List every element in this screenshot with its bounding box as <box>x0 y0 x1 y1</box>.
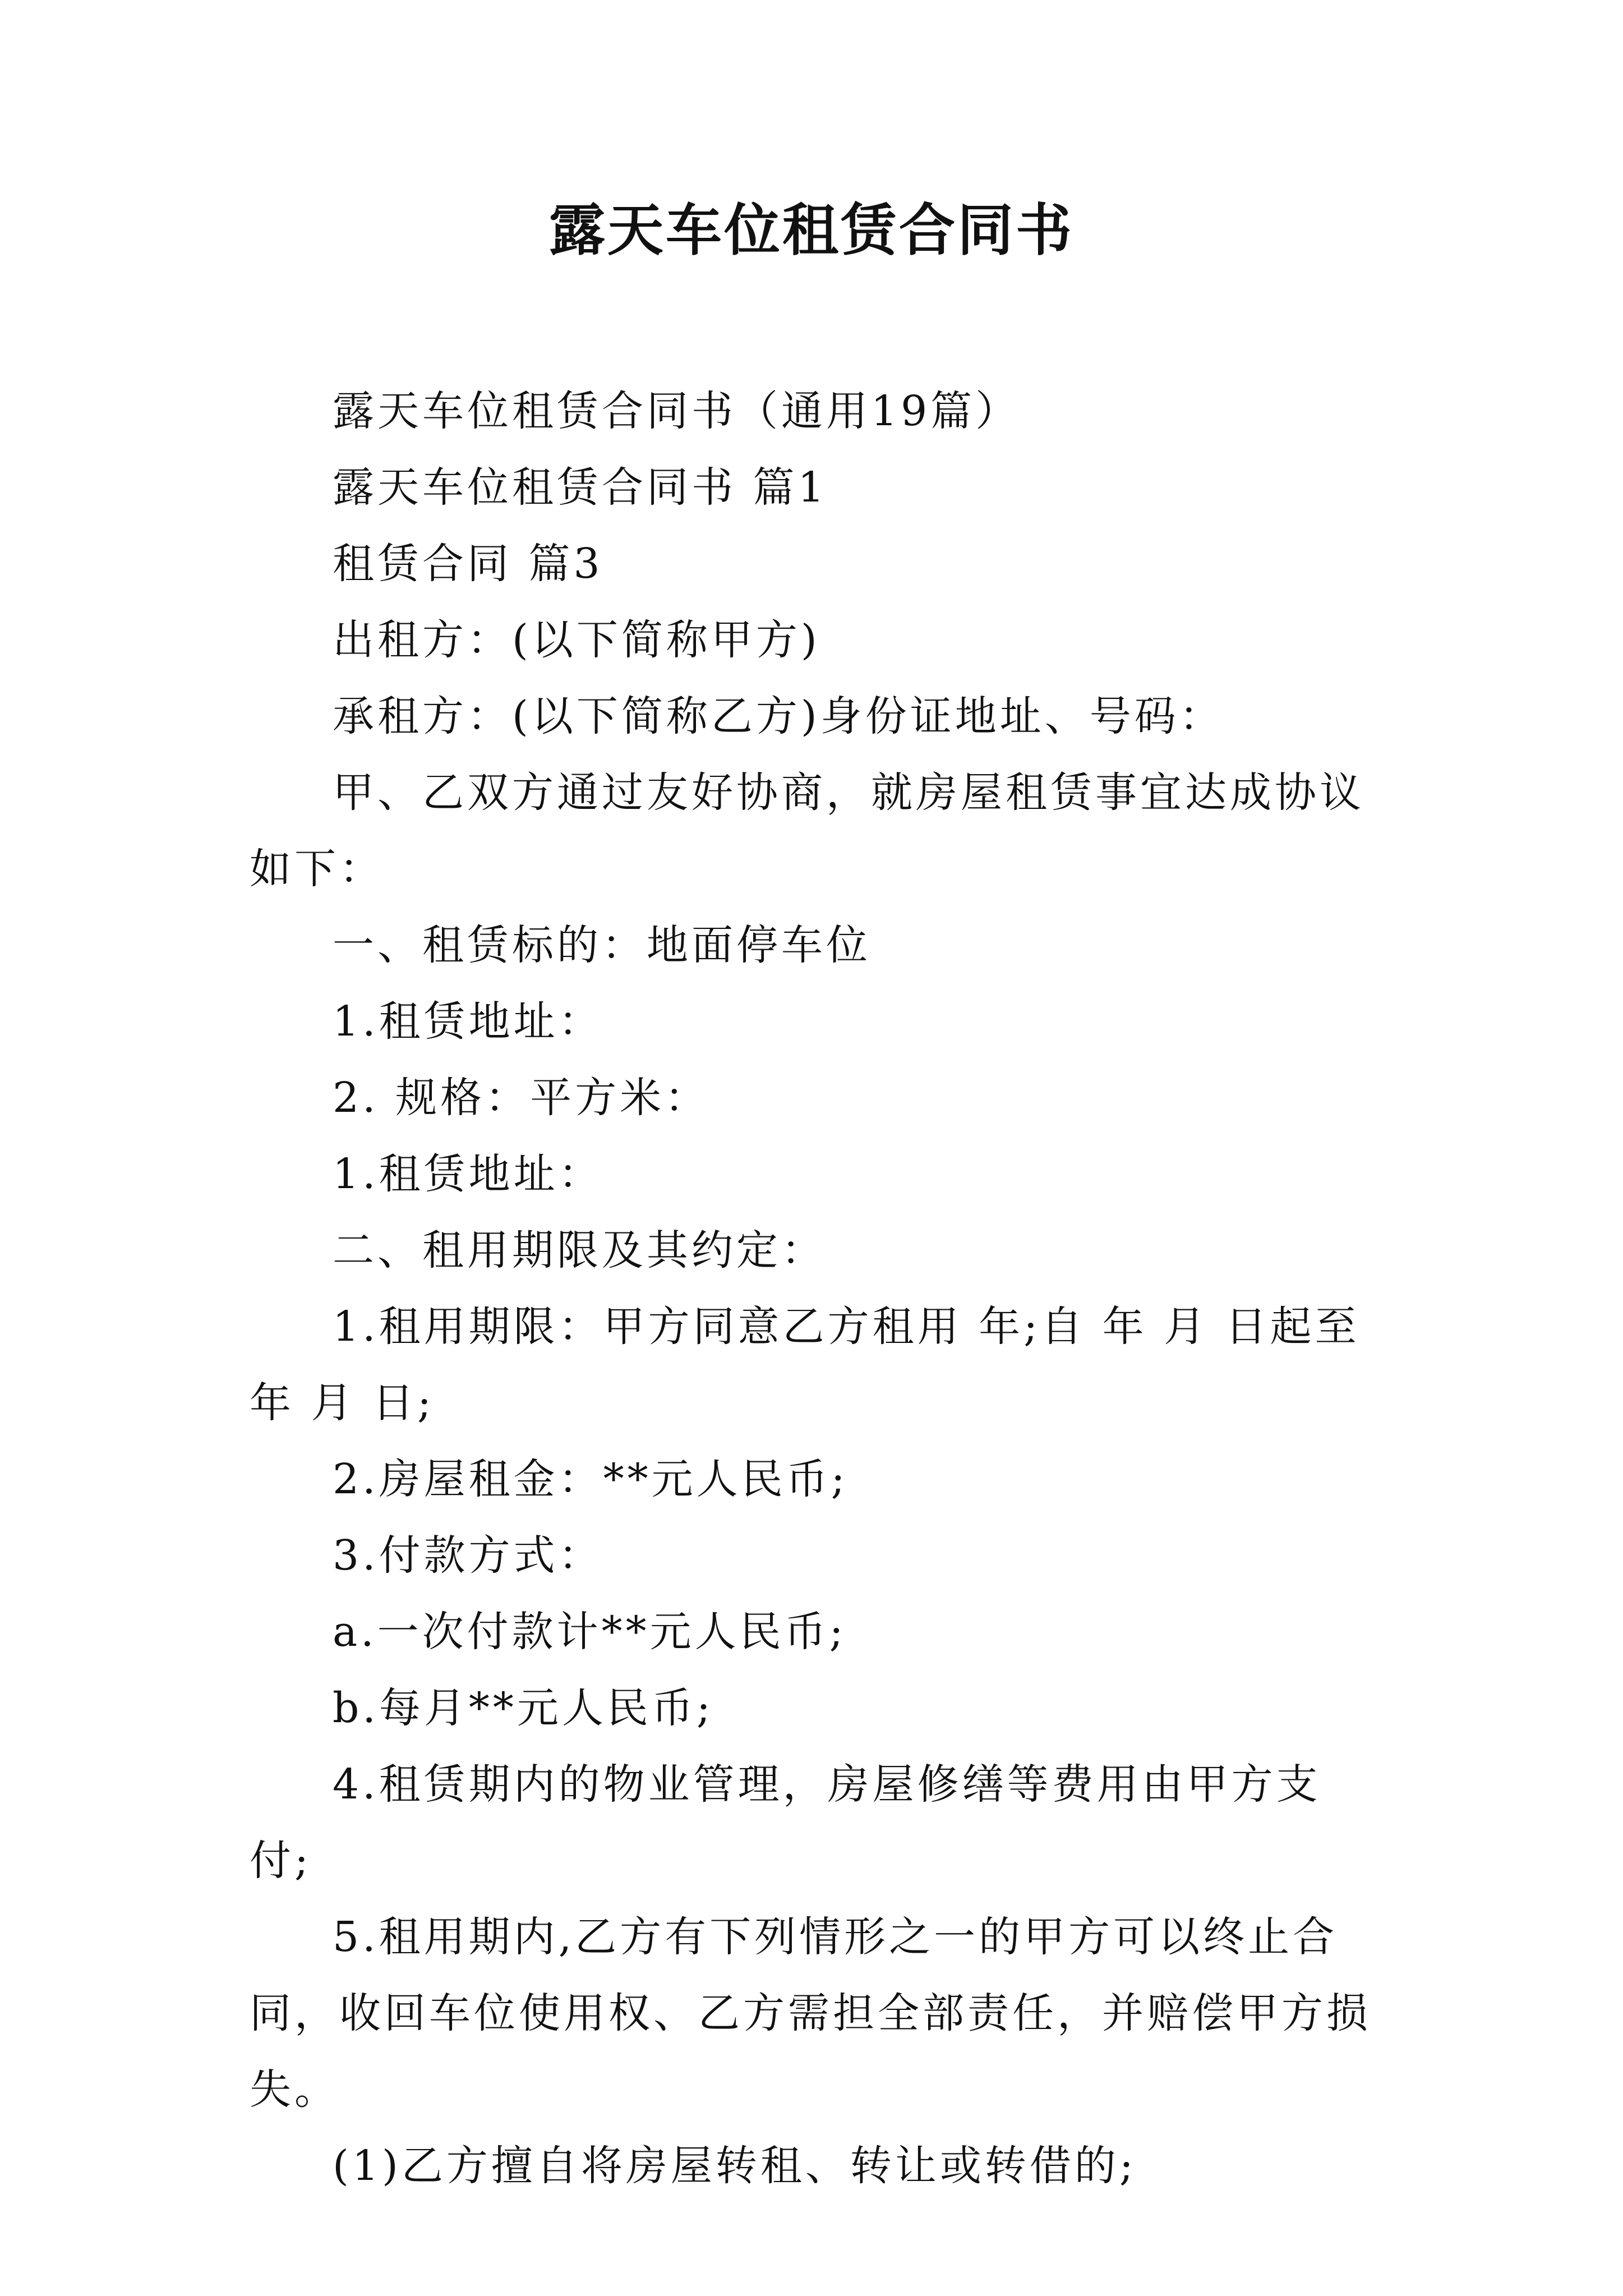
paragraph: 二、租用期限及其约定： <box>333 1226 826 1274</box>
paragraph: 出租方：(以下简称甲方) <box>333 616 820 664</box>
paragraph: b.每月**元人民币; <box>333 1684 714 1732</box>
paragraph: 2.房屋租金：**元人民币; <box>333 1455 849 1503</box>
paragraph: 一、租赁标的：地面停车位 <box>333 921 871 969</box>
document-body <box>250 373 1382 2204</box>
paragraph: 甲、乙双方通过友好协商，就房屋租赁事宜达成协议如下： <box>250 769 1364 893</box>
paragraph: 5.租用期内,乙方有下列情形之一的甲方可以终止合同，收回车位使用权、乙方需担全部责任，并赔偿甲方损失。 <box>250 1913 1371 2114</box>
document-title: 露天车位租赁合同书 <box>549 197 1074 263</box>
paragraph: 1.租赁地址： <box>333 997 603 1046</box>
paragraph: 露天车位租赁合同书（通用19篇） <box>333 387 1021 435</box>
paragraph: 1.租用期限：甲方同意乙方租用 年;自 年 月 日起至 年 月 日; <box>250 1303 1360 1427</box>
paragraph: 承租方：(以下简称乙方)身份证地址、号码： <box>333 692 1224 740</box>
paragraph: 3.付款方式： <box>333 1531 603 1580</box>
paragraph: 4.租赁期内的物业管理，房屋修缮等费用由甲方支付; <box>250 1760 1321 1885</box>
paragraph: (1)乙方擅自将房屋转租、转让或转借的; <box>333 2142 1137 2190</box>
paragraph: 租赁合同 篇3 <box>333 540 603 588</box>
paragraph: 1.租赁地址： <box>333 1150 603 1198</box>
paragraph: 露天车位租赁合同书 篇1 <box>333 463 828 512</box>
paragraph: 2. 规格：平方米： <box>333 1074 710 1122</box>
paragraph: a.一次付款计**元人民币; <box>333 1608 847 1656</box>
